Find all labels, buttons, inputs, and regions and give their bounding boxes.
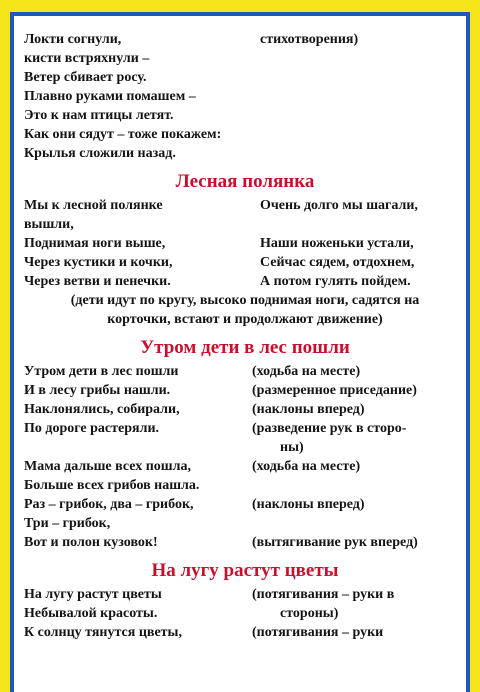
text-line: Небывалой красоты. стороны) <box>24 606 339 621</box>
stage-direction: (дети идут по кругу, высоко поднимая ноги, садятся на <box>70 293 420 308</box>
section-intro <box>24 30 466 163</box>
text-line: На лугу растут цветы (потягивания – руки в <box>24 587 395 602</box>
text-line: Мы к лесной полянке Очень долго мы шагали, <box>24 198 418 213</box>
text-line: Через ветви и пенечки. А потом гулять пойдем. <box>24 274 411 289</box>
text-line: Раз – грибок, два – грибок, (наклоны вперед) <box>24 497 365 512</box>
text-line: Крылья сложили назад. <box>24 146 176 161</box>
text-line: Через кустики и кочки, Сейчас сядем, отдохнем, <box>24 255 415 270</box>
text-line: И в лесу грибы нашли. (размеренное приседание) <box>24 383 417 398</box>
document-content <box>24 30 466 642</box>
text-line: Три – грибок, <box>24 516 111 531</box>
page-panel <box>10 12 470 692</box>
text-line: ны) <box>280 440 304 455</box>
text-line: К солнцу тянутся цветы, (потягивания – руки <box>24 625 384 640</box>
text-line: Больше всех грибов нашла. <box>24 478 200 493</box>
text-line: Вот и полон кузовок! (вытягивание рук вперед) <box>24 535 418 550</box>
section-na-lugu <box>24 585 466 642</box>
text-line: По дороге растеряли. (разведение рук в сторо- <box>24 421 407 436</box>
section-title: Лесная полянка <box>175 171 315 192</box>
text-line: Локти согнули, стихотворения) <box>24 32 359 47</box>
text-line: Плавно руками помашем – <box>24 89 196 104</box>
text-line: Как они сядут – тоже покажем: <box>24 127 222 142</box>
section-title: На лугу растут цветы <box>151 560 339 581</box>
section-lesnaya-polyanka <box>24 196 466 329</box>
section-utrom-deti <box>24 362 466 552</box>
stage-direction: корточки, встают и продолжают движение) <box>107 312 383 327</box>
section-title: Утром дети в лес пошли <box>140 337 350 358</box>
text-line: Мама дальше всех пошла, (ходьба на месте) <box>24 459 361 474</box>
text-line: Наклонялись, собирали, (наклоны вперед) <box>24 402 365 417</box>
text-line: Утром дети в лес пошли (ходьба на месте) <box>24 364 361 379</box>
text-line: вышли, <box>24 217 74 232</box>
text-line: Это к нам птицы летят. <box>24 108 174 123</box>
text-line: кисти встряхнули – <box>24 51 150 66</box>
text-line: Ветер сбивает росу. <box>24 70 147 85</box>
text-line: Поднимая ноги выше, Наши ноженьки устали, <box>24 236 414 251</box>
